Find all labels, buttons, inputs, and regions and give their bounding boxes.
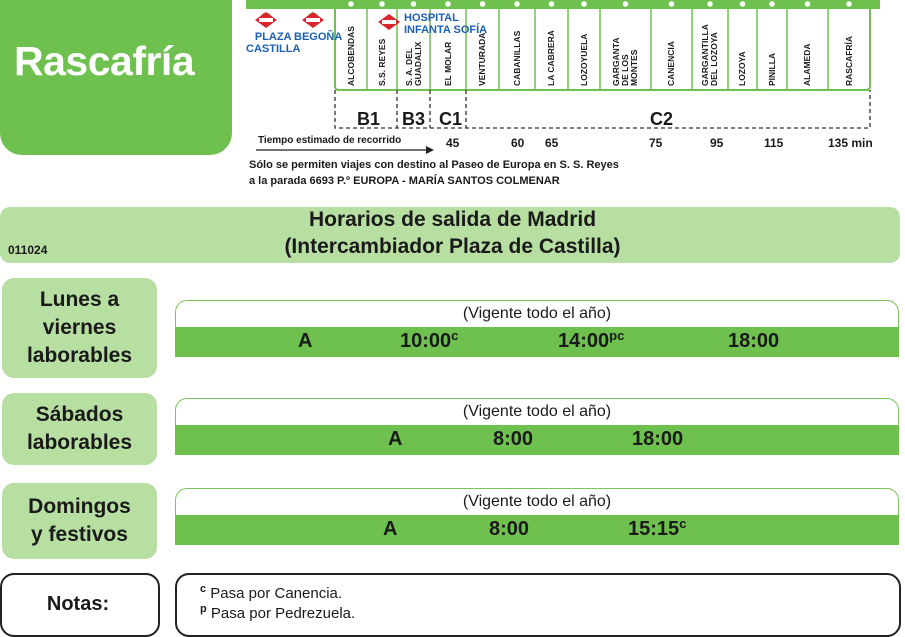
stop-code <box>388 428 402 451</box>
stop-dot <box>379 1 386 8</box>
departure-time-text: A <box>388 428 403 450</box>
stop-dot <box>348 1 355 8</box>
validity-text: (Vigente todo el año) <box>175 488 899 515</box>
note-mark: p <box>200 603 207 615</box>
stop-dot <box>668 1 675 8</box>
stop-dot <box>410 1 417 8</box>
note-superscript: c <box>451 328 459 343</box>
stop-dot <box>479 1 486 8</box>
zone-label: C2 <box>650 109 674 129</box>
day-type: Lunes a viernes laborables <box>2 278 157 378</box>
stop-label: ALAMEDA <box>802 43 812 86</box>
stop-label: CABANILLAS <box>511 30 522 86</box>
stop-code <box>298 330 312 353</box>
note-mark: c <box>200 583 207 595</box>
departure-bar <box>175 425 899 455</box>
travel-time: 60 <box>511 136 525 150</box>
departure-time-text: 8:00 <box>493 428 534 450</box>
validity-text: (Vigente todo el año) <box>175 398 899 425</box>
travel-time: 115 <box>764 136 784 150</box>
stop-begona: BEGOÑA <box>294 31 343 43</box>
zone-label: B3 <box>402 109 426 129</box>
departure-time-text: 8:00 <box>489 518 530 540</box>
departure-time-text: 18:00 <box>728 330 780 352</box>
route-title: Rascafría <box>14 38 195 84</box>
travel-time: 45 <box>446 136 460 150</box>
note-text: Pasa por Pedrezuela. <box>210 605 356 622</box>
departure-time-text: 10:00 <box>400 330 452 352</box>
stop-label: LA CABRERA <box>546 30 556 86</box>
departure-bar <box>175 515 899 545</box>
note-superscript: c <box>679 516 687 531</box>
note-text: Pasa por Canencia. <box>210 585 343 602</box>
route-line <box>246 0 880 9</box>
stop-dot <box>548 1 555 8</box>
stop-label: GARGANTILLA DEL LOZOYA <box>700 24 719 86</box>
departure-bar <box>175 327 899 357</box>
stop-label: EL MOLAR <box>442 41 453 86</box>
stop-label: PINILLA <box>766 52 777 86</box>
day-type: Sábados laborables <box>2 393 157 465</box>
stop-dot <box>622 1 629 8</box>
travel-time-label: Tiempo estimado de recorrido <box>258 135 402 146</box>
departure-time-text: A <box>298 330 313 352</box>
departure-time <box>628 518 686 541</box>
stop-dot <box>804 1 811 8</box>
stop-code <box>383 518 397 541</box>
departure-time-text: 15:15 <box>628 518 680 540</box>
stop-dot <box>514 1 521 8</box>
departure-time-text: 14:00 <box>558 330 610 352</box>
note-superscript: pc <box>609 328 625 343</box>
stop-label: VENTURADA <box>477 32 487 86</box>
stop-hospital-infanta-sofia: HOSPITAL INFANTA SOFÍA <box>404 12 488 36</box>
departure-time <box>489 518 529 541</box>
stop-label: LOZOYUELA <box>578 33 589 86</box>
travel-time: 65 <box>545 136 559 150</box>
metro-icon <box>255 12 277 28</box>
departure-time <box>400 330 458 353</box>
header-title: Horarios de salida de Madrid <box>308 208 597 231</box>
stop-label: S.S. REYES <box>376 38 387 86</box>
line-code: 011024 <box>8 243 48 257</box>
travel-time: 95 <box>710 136 724 150</box>
note-item <box>200 583 342 602</box>
travel-time: 75 <box>649 136 663 150</box>
departure-time <box>493 428 533 451</box>
zone-label: B1 <box>357 109 381 129</box>
departure-time-text: A <box>383 518 398 540</box>
stop-dot <box>707 1 714 8</box>
stop-label: GARGANTA DE LOS MONTES <box>611 37 639 86</box>
stop-label: CANENCIA <box>666 41 676 86</box>
stop-plaza-castilla: PLAZA CASTILLA <box>246 31 301 55</box>
stop-dot <box>739 1 746 8</box>
restriction-note: Sólo se permiten viajes con destino al Paseo de Europa en S. S. Reyes <box>249 159 619 171</box>
notes-title: Notas: <box>46 593 110 615</box>
restriction-note: a la parada 6693 P.º EUROPA - MARÍA SANTOS COLMENAR <box>249 175 560 187</box>
metro-icon <box>302 12 324 28</box>
stop-label: LOZOYA <box>737 51 747 86</box>
departure-time <box>558 330 624 353</box>
departure-time <box>632 428 683 451</box>
departure-time-text: 18:00 <box>632 428 684 450</box>
header-subtitle: (Intercambiador Plaza de Castilla) <box>284 235 621 258</box>
stop-dot <box>846 1 853 8</box>
day-type: Domingos y festivos <box>2 483 157 559</box>
stop-dot <box>581 1 588 8</box>
stop-dot <box>445 1 452 8</box>
stop-dot <box>769 1 776 8</box>
stop-label: RASCAFRÍA <box>843 35 854 86</box>
validity-text: (Vigente todo el año) <box>175 300 899 327</box>
departure-time <box>728 330 779 353</box>
zone-label: C1 <box>439 109 463 129</box>
stop-label: ALCOBENDAS <box>345 26 356 86</box>
travel-time: 135 min <box>828 136 873 150</box>
stop-label: S. A. DEL GUADALIX <box>403 41 423 86</box>
